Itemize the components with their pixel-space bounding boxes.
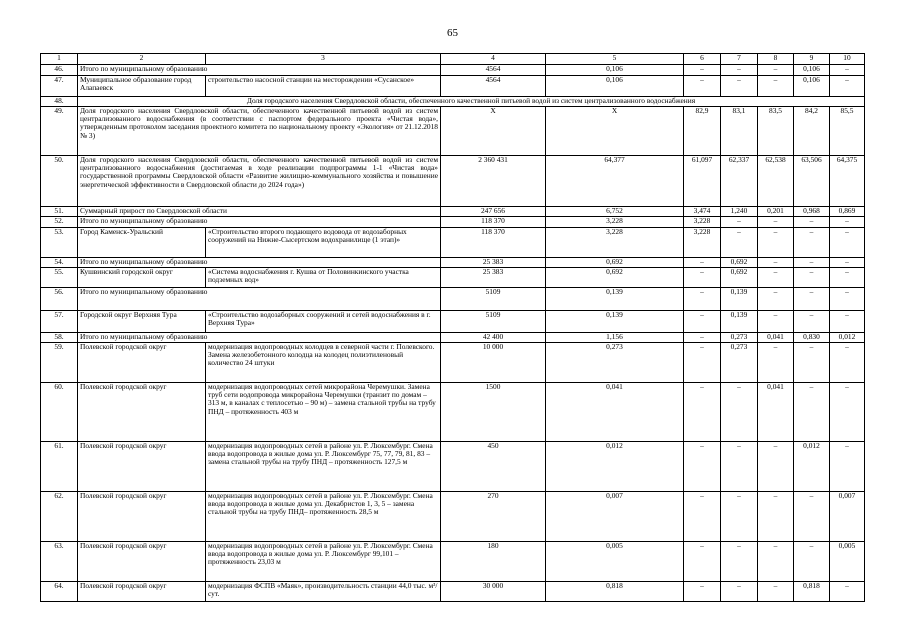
value-cell: 118 370 xyxy=(441,217,546,228)
value-cell: 0,139 xyxy=(546,288,684,311)
value-cell: – xyxy=(830,288,865,311)
table-row xyxy=(41,442,865,492)
data-table xyxy=(40,53,865,602)
table-row xyxy=(41,217,865,228)
value-cell: – xyxy=(684,258,721,268)
page-number: 65 xyxy=(447,27,458,39)
row-name: Итого по муниципальному образованию xyxy=(78,333,441,343)
value-cell: 64,377 xyxy=(546,156,684,207)
value-cell: 0,106 xyxy=(546,76,684,97)
value-cell: 0,005 xyxy=(830,542,865,582)
project-description: модернизация водопроводных сетей в районе ул. Р. Люксембург. Смена ввода водопровода в жилые дома ул. Декабристов 1, 3, 5 – замена стальной трубы на трубу ПНД– протяженность 28,5 м xyxy=(206,492,441,542)
value-cell: 0,692 xyxy=(546,258,684,268)
value-cell: – xyxy=(721,65,758,76)
municipality-name: Город Каменск-Уральский xyxy=(78,228,206,258)
row-number: 55. xyxy=(41,268,78,288)
value-cell: 61,097 xyxy=(684,156,721,207)
project-description: модернизация водопроводных сетей микрорайона Черемушки. Замена труб сети водопровода микрорайона Черемушки (транзит по домам – 313 м, в каналах с теплосетью – 90 м) – замена стальной трубы на трубу ПНД – протяженность 403 м xyxy=(206,383,441,442)
project-description: модернизация ФСПВ «Маяк», производительность станции 44,0 тыс. м³/сут. xyxy=(206,582,441,602)
value-cell: 84,2 xyxy=(794,107,830,156)
municipality-name: Полевской городской округ xyxy=(78,343,206,383)
column-number-2: 2 xyxy=(78,54,206,65)
section-title: Доля городского населения Свердловской области, обеспеченного качественной питьевой водой из систем централизованного водоснабжения xyxy=(78,97,865,107)
value-cell: – xyxy=(830,217,865,228)
value-cell: 0,692 xyxy=(721,258,758,268)
value-cell: 3,228 xyxy=(546,228,684,258)
value-cell: – xyxy=(721,76,758,97)
row-number: 48. xyxy=(41,97,78,107)
table-row xyxy=(41,333,865,343)
value-cell: – xyxy=(830,228,865,258)
project-description: «Строительство второго подающего водовода от водозаборных сооружений на Нижне-Сысертском водохранилище (1 этап)» xyxy=(206,228,441,258)
value-cell: – xyxy=(758,343,794,383)
value-cell: 10 000 xyxy=(441,343,546,383)
table-row xyxy=(41,542,865,582)
value-cell: – xyxy=(758,582,794,602)
value-cell: – xyxy=(794,228,830,258)
table-row xyxy=(41,258,865,268)
project-description: модернизация водопроводных сетей в районе ул. Р. Люксембург. Смена ввода водопровода в жилые дома ул. Р. Люксембург 75, 77, 79, 81, 83 – замена стальной трубы на трубу ПНД – протяженность 127,5 м xyxy=(206,442,441,492)
value-cell: 0,139 xyxy=(546,311,684,333)
table-row xyxy=(41,65,865,76)
project-description: «Система водоснабжения г. Кушва от Половинкинского участка подземных вод» xyxy=(206,268,441,288)
value-cell: – xyxy=(794,343,830,383)
value-cell: – xyxy=(758,442,794,492)
column-number-1: 1 xyxy=(41,54,78,65)
value-cell: 0,273 xyxy=(721,343,758,383)
municipality-name: Кушвинский городской округ xyxy=(78,268,206,288)
value-cell: 0,041 xyxy=(546,383,684,442)
value-cell: – xyxy=(684,65,721,76)
value-cell: 1500 xyxy=(441,383,546,442)
value-cell: – xyxy=(830,76,865,97)
value-cell: 0,830 xyxy=(794,333,830,343)
value-cell: – xyxy=(684,268,721,288)
table-row xyxy=(41,343,865,383)
value-cell: – xyxy=(758,288,794,311)
value-cell: 62,538 xyxy=(758,156,794,207)
row-name: Итого по муниципальному образованию xyxy=(78,65,441,76)
value-cell: – xyxy=(830,442,865,492)
value-cell: 25 383 xyxy=(441,258,546,268)
value-cell: – xyxy=(830,311,865,333)
row-number: 59. xyxy=(41,343,78,383)
project-description: модернизация водопроводных колодцев в северной части г. Полевского. Замена железобетонного колодца на колодец полиэтиленовый количество 24 штуки xyxy=(206,343,441,383)
value-cell: 4564 xyxy=(441,65,546,76)
value-cell: – xyxy=(721,228,758,258)
value-cell: – xyxy=(794,268,830,288)
value-cell: – xyxy=(758,217,794,228)
row-number: 46. xyxy=(41,65,78,76)
row-name: Итого по муниципальному образованию xyxy=(78,258,441,268)
value-cell: 1,240 xyxy=(721,207,758,217)
value-cell: 270 xyxy=(441,492,546,542)
table-body xyxy=(41,54,865,602)
table-row xyxy=(41,492,865,542)
value-cell: 0,869 xyxy=(830,207,865,217)
value-cell: 6,752 xyxy=(546,207,684,217)
value-cell: – xyxy=(684,442,721,492)
value-cell: 4564 xyxy=(441,76,546,97)
value-cell: – xyxy=(721,542,758,582)
row-number: 60. xyxy=(41,383,78,442)
row-number: 47. xyxy=(41,76,78,97)
municipality-name: Муниципальное образование город Алапаевск xyxy=(78,76,206,97)
value-cell: 247 656 xyxy=(441,207,546,217)
table-row xyxy=(41,76,865,97)
row-name: Итого по муниципальному образованию xyxy=(78,217,441,228)
value-cell: 0,139 xyxy=(721,311,758,333)
row-number: 62. xyxy=(41,492,78,542)
value-cell: – xyxy=(830,268,865,288)
column-number-10: 10 xyxy=(830,54,865,65)
row-number: 49. xyxy=(41,107,78,156)
value-cell: 0,692 xyxy=(546,268,684,288)
value-cell: – xyxy=(794,258,830,268)
municipality-name: Полевской городской округ xyxy=(78,542,206,582)
value-cell: 118 370 xyxy=(441,228,546,258)
row-number: 52. xyxy=(41,217,78,228)
value-cell: – xyxy=(758,76,794,97)
value-cell: 82,9 xyxy=(684,107,721,156)
value-cell: – xyxy=(721,383,758,442)
value-cell: 1,156 xyxy=(546,333,684,343)
row-number: 53. xyxy=(41,228,78,258)
value-cell: – xyxy=(721,442,758,492)
value-cell: 83,1 xyxy=(721,107,758,156)
value-cell: – xyxy=(758,311,794,333)
value-cell: – xyxy=(830,383,865,442)
value-cell: – xyxy=(684,343,721,383)
value-cell: – xyxy=(794,217,830,228)
municipality-name: Полевской городской округ xyxy=(78,582,206,602)
row-number: 57. xyxy=(41,311,78,333)
value-cell: – xyxy=(684,311,721,333)
value-cell: 0,968 xyxy=(794,207,830,217)
value-cell: 450 xyxy=(441,442,546,492)
row-number: 61. xyxy=(41,442,78,492)
value-cell: 0,041 xyxy=(758,333,794,343)
value-cell: Х xyxy=(546,107,684,156)
project-description: модернизация водопроводных сетей в районе ул. Р. Люксембург. Смена ввода водопровода в жилые дома ул. Р. Люксембург 99,101 – протяженность 23,03 м xyxy=(206,542,441,582)
table-row xyxy=(41,383,865,442)
value-cell: 0,012 xyxy=(794,442,830,492)
row-number: 51. xyxy=(41,207,78,217)
project-description: «Строительство водозаборных сооружений и сетей водоснабжения в г. Верхняя Тура» xyxy=(206,311,441,333)
table-row xyxy=(41,268,865,288)
value-cell: – xyxy=(684,492,721,542)
value-cell: – xyxy=(830,65,865,76)
row-name: Итого по муниципальному образованию xyxy=(78,288,441,311)
value-cell: – xyxy=(758,258,794,268)
value-cell: – xyxy=(794,383,830,442)
value-cell: – xyxy=(721,492,758,542)
value-cell: 0,012 xyxy=(546,442,684,492)
value-cell: – xyxy=(794,288,830,311)
table-row xyxy=(41,207,865,217)
value-cell: 2 360 431 xyxy=(441,156,546,207)
table-row xyxy=(41,97,865,107)
value-cell: – xyxy=(830,258,865,268)
value-cell: 3,228 xyxy=(546,217,684,228)
value-cell: 64,375 xyxy=(830,156,865,207)
value-cell: 0,818 xyxy=(546,582,684,602)
value-cell: 5109 xyxy=(441,311,546,333)
value-cell: 5109 xyxy=(441,288,546,311)
table-row xyxy=(41,228,865,258)
value-cell: 42 400 xyxy=(441,333,546,343)
project-description: строительство насосной станции на месторождении «Сусанское» xyxy=(206,76,441,97)
column-number-7: 7 xyxy=(721,54,758,65)
value-cell: – xyxy=(758,542,794,582)
value-cell: – xyxy=(684,582,721,602)
row-number: 56. xyxy=(41,288,78,311)
value-cell: 3,474 xyxy=(684,207,721,217)
table-row xyxy=(41,288,865,311)
value-cell: – xyxy=(684,333,721,343)
value-cell: 0,106 xyxy=(546,65,684,76)
row-number: 63. xyxy=(41,542,78,582)
value-cell: 85,5 xyxy=(830,107,865,156)
value-cell: Х xyxy=(441,107,546,156)
column-number-5: 5 xyxy=(546,54,684,65)
value-cell: 0,007 xyxy=(546,492,684,542)
value-cell: 0,692 xyxy=(721,268,758,288)
municipality-name: Полевской городской округ xyxy=(78,383,206,442)
value-cell: 0,818 xyxy=(794,582,830,602)
row-number: 58. xyxy=(41,333,78,343)
value-cell: – xyxy=(830,343,865,383)
value-cell: – xyxy=(794,492,830,542)
value-cell: – xyxy=(794,542,830,582)
column-number-8: 8 xyxy=(758,54,794,65)
value-cell: – xyxy=(684,288,721,311)
column-number-3: 3 xyxy=(206,54,441,65)
municipality-name: Полевской городской округ xyxy=(78,442,206,492)
value-cell: 62,337 xyxy=(721,156,758,207)
row-number: 54. xyxy=(41,258,78,268)
row-name: Суммарный прирост по Свердловской области xyxy=(78,207,441,217)
value-cell: 0,106 xyxy=(794,65,830,76)
value-cell: 0,012 xyxy=(830,333,865,343)
value-cell: 0,005 xyxy=(546,542,684,582)
column-number-9: 9 xyxy=(794,54,830,65)
value-cell: 3,228 xyxy=(684,228,721,258)
value-cell: – xyxy=(758,228,794,258)
value-cell: 3,228 xyxy=(684,217,721,228)
municipality-name: Городской округ Верхняя Тура xyxy=(78,311,206,333)
value-cell: 0,041 xyxy=(758,383,794,442)
value-cell: – xyxy=(758,268,794,288)
value-cell: 0,106 xyxy=(794,76,830,97)
column-number-6: 6 xyxy=(684,54,721,65)
row-number: 50. xyxy=(41,156,78,207)
table-row xyxy=(41,156,865,207)
value-cell: 30 000 xyxy=(441,582,546,602)
row-name: Доля городского населения Свердловской области, обеспеченного качественной питьевой водой из систем централизованного водоснабжения (в соответствии с паспортом федерального проекта «Чистая вода», утвержденным протоколом заседания проектного комитета по национальному проекту «Экология» от 21.12.2018 № 3) xyxy=(78,107,441,156)
value-cell: 25 383 xyxy=(441,268,546,288)
table-header-row xyxy=(41,54,865,65)
value-cell: – xyxy=(758,65,794,76)
value-cell: 63,506 xyxy=(794,156,830,207)
value-cell: 0,201 xyxy=(758,207,794,217)
value-cell: – xyxy=(794,311,830,333)
value-cell: 0,139 xyxy=(721,288,758,311)
row-number: 64. xyxy=(41,582,78,602)
value-cell: – xyxy=(684,383,721,442)
value-cell: – xyxy=(758,492,794,542)
value-cell: – xyxy=(830,582,865,602)
row-name: Доля городского населения Свердловской области, обеспеченного качественной питьевой водой из систем централизованного водоснабжения (достигаемая в ходе реализации подпрограммы 1-1 «Чистая вода» государственной программы Свердловской области «Развитие жилищно-коммунального хозяйства и повышение энергетической эффективности в Свердловской области до 2024 года») xyxy=(78,156,441,207)
value-cell: – xyxy=(684,542,721,582)
table-row xyxy=(41,107,865,156)
value-cell: – xyxy=(721,582,758,602)
value-cell: – xyxy=(684,76,721,97)
value-cell: 180 xyxy=(441,542,546,582)
value-cell: 0,273 xyxy=(546,343,684,383)
value-cell: 0,273 xyxy=(721,333,758,343)
table-row xyxy=(41,582,865,602)
value-cell: 83,5 xyxy=(758,107,794,156)
value-cell: 0,007 xyxy=(830,492,865,542)
table-row xyxy=(41,311,865,333)
column-number-4: 4 xyxy=(441,54,546,65)
value-cell: – xyxy=(721,217,758,228)
municipality-name: Полевской городской округ xyxy=(78,492,206,542)
